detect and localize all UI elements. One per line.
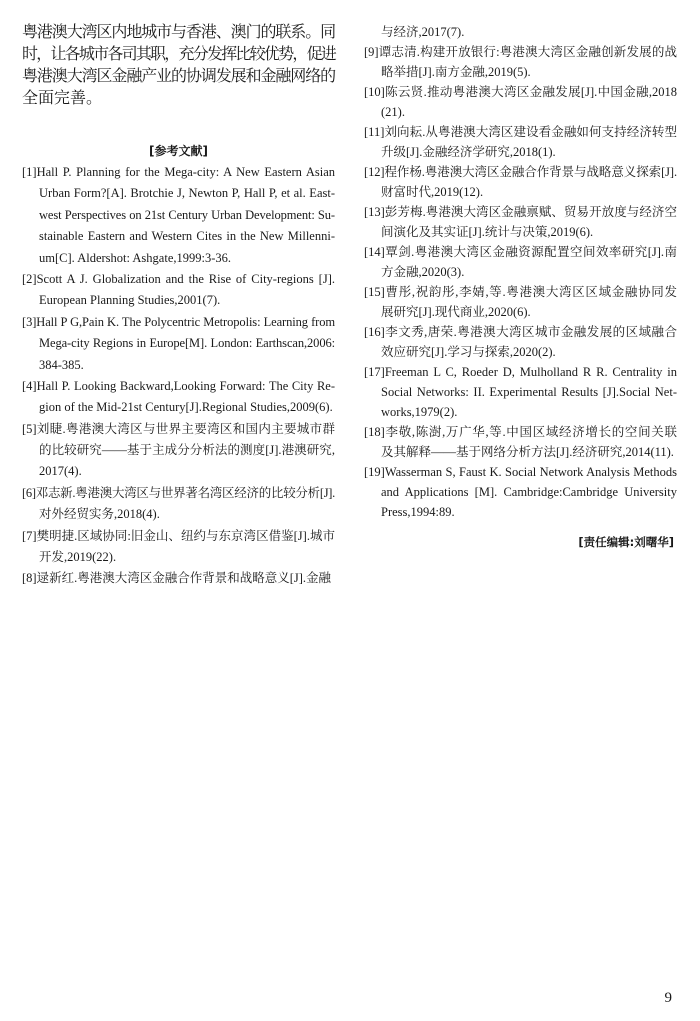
reference-line: 升级[J].金融经济学研究,2018(1). bbox=[381, 145, 556, 159]
reference-line: 对外经贸实务,2018(4). bbox=[39, 507, 160, 522]
reference-line: gion of the Mid-21st Century[J].Regional Studies,2009(6). bbox=[39, 400, 333, 415]
reference-item bbox=[364, 162, 677, 202]
reference-item bbox=[22, 269, 335, 312]
reference-line: [12]程作杨.粤港澳大湾区金融合作背景与战略意义探索[J]. bbox=[364, 165, 677, 179]
reference-item bbox=[364, 282, 677, 322]
reference-item bbox=[364, 462, 677, 522]
body-line: 时，让各城市各司其职，充分发挥比较优势，促进 bbox=[22, 46, 335, 63]
reference-line: 展研究[J].现代商业,2020(6). bbox=[381, 305, 531, 319]
body-line: 全面完善。 bbox=[22, 90, 103, 107]
references-heading: [参考文献] bbox=[149, 144, 208, 158]
left-column bbox=[22, 22, 335, 590]
reference-item bbox=[22, 376, 335, 419]
reference-line: [14]覃剑.粤港澳大湾区金融资源配置空间效率研究[J].南 bbox=[364, 245, 677, 259]
reference-line: European Planning Studies,2001(7). bbox=[39, 293, 221, 308]
reference-line: [1]Hall P. Planning for the Mega-city: A New Eastern Asian bbox=[22, 165, 335, 179]
reference-line: [2]Scott A J. Globalization and the Rise of City-regions [J]. bbox=[22, 271, 335, 286]
reference-line: [11]刘向耘.从粤港澳大湾区建设看金融如何支持经济转型 bbox=[364, 125, 677, 139]
reference-item bbox=[22, 568, 335, 589]
reference-item bbox=[364, 42, 677, 82]
reference-line: um[C]. Aldershot: Ashgate,1999:3-36. bbox=[39, 250, 231, 265]
reference-item bbox=[364, 362, 677, 422]
reference-line: (21). bbox=[381, 105, 405, 119]
reference-line: 及其解释——基于网络分析方法[J].经济研究,2014(11). bbox=[381, 445, 674, 459]
reference-line: Social Networks: II. Experimental Results [J].Social Net- bbox=[381, 385, 677, 399]
reference-item bbox=[364, 242, 677, 282]
reference-line: and Applications [M]. Cambridge:Cambridge University bbox=[381, 485, 677, 499]
reference-list-right bbox=[364, 22, 677, 522]
reference-line: 开发,2019(22). bbox=[39, 550, 117, 565]
body-line: 粤港澳大湾区内地城市与香港、澳门的联系。同 bbox=[22, 24, 335, 41]
reference-line: [8]逯新红.粤港澳大湾区金融合作背景和战略意义[J].金融 bbox=[22, 571, 332, 586]
reference-line: Mega-city Regions in Europe[M]. London: Earthscan,2006: bbox=[39, 336, 335, 351]
reference-line: 384-385. bbox=[39, 357, 84, 372]
reference-line: [7]樊明捷.区域协同:旧金山、纽约与东京湾区借鉴[J].城市 bbox=[22, 528, 335, 543]
reference-item bbox=[22, 312, 335, 376]
reference-item bbox=[22, 526, 335, 569]
reference-line: 略举措[J].南方金融,2019(5). bbox=[381, 65, 531, 79]
body-paragraph bbox=[22, 22, 335, 110]
reference-item bbox=[22, 419, 335, 483]
reference-item bbox=[364, 202, 677, 242]
reference-line: 2017(4). bbox=[39, 464, 82, 479]
reference-line: Urban Form?[A]. Brotchie J, Newton P, Hall P, et al. East- bbox=[39, 186, 335, 201]
reference-item bbox=[364, 122, 677, 162]
reference-line: [10]陈云贤.推动粤港澳大湾区金融发展[J].中国金融,2018 bbox=[364, 85, 677, 99]
right-column bbox=[364, 22, 677, 522]
reference-line: Press,1994:89. bbox=[381, 505, 455, 519]
reference-line: [17]Freeman L C, Roeder D, Mulholland R R. Centrality in bbox=[364, 365, 677, 379]
reference-line: [13]彭芳梅.粤港澳大湾区金融禀赋、贸易开放度与经济空 bbox=[364, 205, 677, 219]
reference-item bbox=[364, 22, 677, 42]
reference-line: 间演化及其实证[J].统计与决策,2019(6). bbox=[381, 225, 594, 239]
reference-line: [5]刘睫.粤港澳大湾区与世界主要湾区和国内主要城市群 bbox=[22, 421, 335, 436]
reference-line: 财富时代,2019(12). bbox=[381, 185, 484, 199]
reference-item bbox=[364, 422, 677, 462]
reference-line: works,1979(2). bbox=[381, 405, 458, 419]
reference-line: west Perspectives on 21st Century Urban Development: Su- bbox=[39, 207, 335, 222]
reference-line: stainable Eastern and Western Cites in the New Millenni- bbox=[39, 229, 335, 244]
responsible-editor: [责任编辑:刘曙华] bbox=[578, 535, 674, 549]
reference-line: [16]李文秀,唐荣.粤港澳大湾区城市金融发展的区域融合 bbox=[364, 325, 677, 339]
reference-item bbox=[22, 162, 335, 269]
reference-item bbox=[22, 483, 335, 526]
reference-line: [6]邓志新.粤港澳大湾区与世界著名湾区经济的比较分析[J]. bbox=[22, 485, 335, 500]
reference-line: [3]Hall P G,Pain K. The Polycentric Metropolis: Learning from bbox=[22, 314, 335, 329]
reference-line: [9]谭志清.构建开放银行:粤港澳大湾区金融创新发展的战 bbox=[364, 45, 677, 59]
reference-line: [15]曹彤,祝韵彤,李婧,等.粤港澳大湾区区域金融协同发 bbox=[364, 285, 677, 299]
body-line: 粤港澳大湾区金融产业的协调发展和金融网络的 bbox=[22, 68, 335, 85]
reference-list-left bbox=[22, 162, 335, 590]
reference-line: 的比较研究——基于主成分分析法的测度[J].港澳研究, bbox=[39, 443, 335, 458]
page-number: 9 bbox=[664, 990, 672, 1006]
reference-line: [18]李敬,陈澍,万广华,等.中国区域经济增长的空间关联 bbox=[364, 425, 677, 439]
reference-item bbox=[364, 82, 677, 122]
reference-line: [19]Wasserman S, Faust K. Social Network Analysis Methods bbox=[364, 465, 677, 479]
reference-line: 方金融,2020(3). bbox=[381, 265, 465, 279]
reference-line: [4]Hall P. Looking Backward,Looking Forward: The City Re- bbox=[22, 378, 335, 393]
reference-line: 与经济,2017(7). bbox=[381, 25, 465, 39]
reference-item bbox=[364, 322, 677, 362]
reference-line: 效应研究[J].学习与探索,2020(2). bbox=[381, 345, 556, 359]
